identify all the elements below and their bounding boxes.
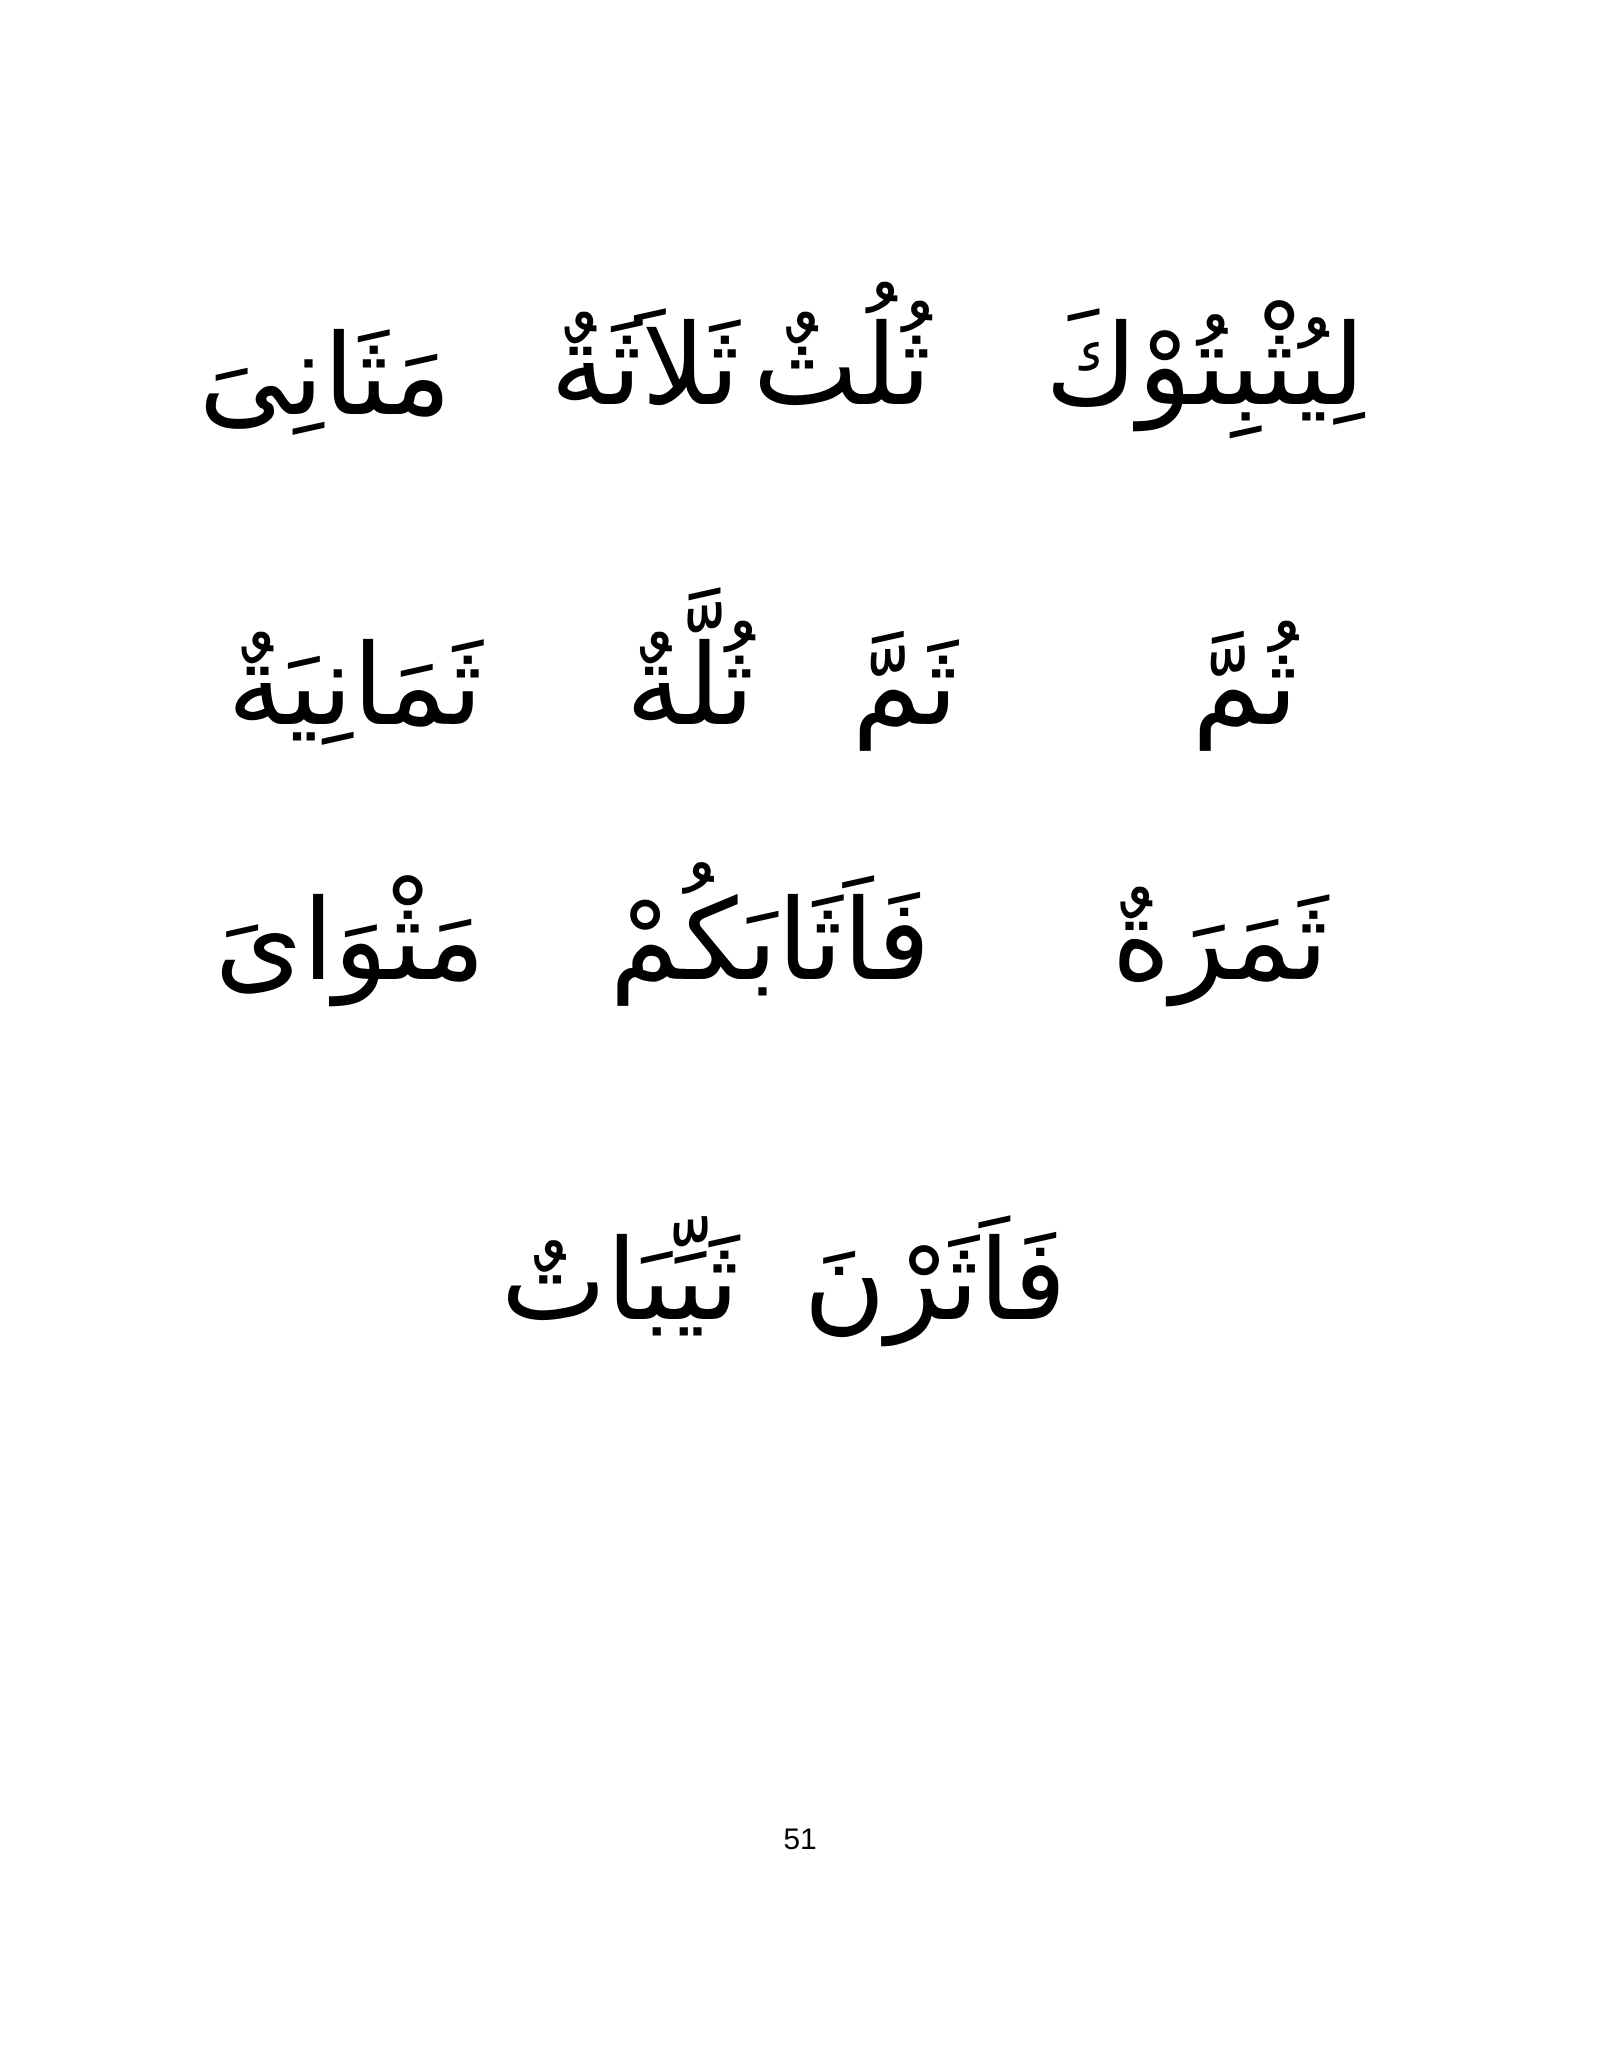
page-number: 51: [783, 1823, 817, 1856]
word-row2-2: ثَمَّ: [852, 621, 958, 751]
word-row2-4: ثَمَانِيَةٌ: [227, 621, 483, 751]
word-row3-2: فَاَثَابَكُمْ: [609, 876, 931, 1006]
word-row1-4: مَثَانِىَ: [198, 311, 452, 441]
word-row4-2: ثَيِّبَاتٌ: [500, 1216, 740, 1346]
word-row1-3: ثَلاَثَةٌ: [550, 301, 740, 431]
word-row1-2: ثُلُثٌ: [752, 301, 932, 431]
word-row4-1: فَاَثَرْنَ: [803, 1216, 1067, 1346]
word-row2-1: ثُمَّ: [1192, 621, 1298, 751]
word-row1-1: لِيُثْبِتُوْكَ: [1045, 301, 1365, 431]
word-row3-3: مَثْوَاىَ: [214, 876, 486, 1006]
word-row3-1: ثَمَرَةٌ: [1111, 876, 1329, 1006]
word-row2-3: ثُلَّةٌ: [625, 621, 755, 751]
